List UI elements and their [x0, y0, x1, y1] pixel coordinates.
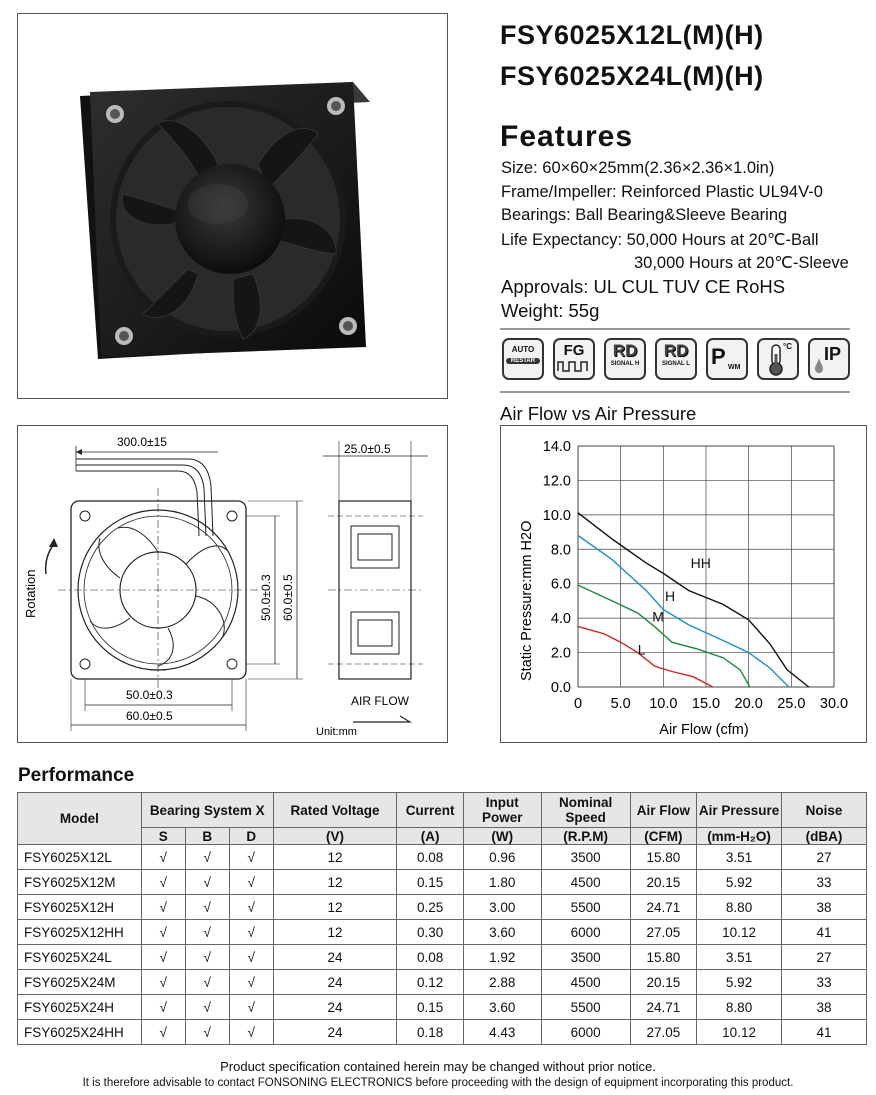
table-row	[18, 845, 867, 870]
header-noise: Noise	[782, 793, 867, 828]
hole-spacing-v-label: 50.0±0.3	[259, 574, 273, 621]
header-power-unit: (W)	[463, 828, 541, 845]
table-cell: 0.08	[397, 845, 463, 870]
table-cell: 27.05	[630, 920, 696, 945]
x-tick-label: 25.0	[777, 696, 806, 712]
table-row	[18, 970, 867, 995]
feature-frame: Frame/Impeller: Reinforced Plastic UL94V-0	[501, 183, 823, 201]
model-cell: FSY6025X12HH	[18, 920, 142, 945]
footer-advisory: It is therefore advisable to contact FONSONING ELECTRONICS before proceeding with the design of equipment incorporating this product.	[82, 1077, 794, 1089]
table-cell: 3.60	[463, 920, 541, 945]
performance-table	[17, 792, 867, 1045]
model-cell: FSY6025X12L	[18, 845, 142, 870]
table-cell: 3.00	[463, 895, 541, 920]
table-cell: √	[185, 1020, 229, 1045]
table-cell: √	[185, 945, 229, 970]
table-row	[18, 995, 867, 1020]
table-cell: 0.12	[397, 970, 463, 995]
header-flow: Air Flow	[630, 793, 696, 828]
y-tick-label: 12.0	[542, 473, 571, 490]
table-cell: √	[141, 945, 185, 970]
table-cell: √	[141, 995, 185, 1020]
x-tick-label: 30.0	[819, 696, 849, 712]
series-label-hh: HH	[690, 555, 711, 572]
rd-signal-l-icon: RD SIGNAL L	[655, 338, 697, 380]
table-cell: 24.71	[630, 995, 696, 1020]
table-row	[18, 920, 867, 945]
table-cell: 1.92	[463, 945, 541, 970]
model-cell: FSY6025X12H	[18, 895, 142, 920]
table-cell: 2.88	[463, 970, 541, 995]
table-cell: 4500	[541, 970, 630, 995]
header-flow-unit: (CFM)	[630, 828, 696, 845]
chart-x-axis-label: Air Flow (cfm)	[659, 722, 749, 738]
table-cell: 5500	[541, 995, 630, 1020]
chart-frame	[500, 425, 867, 743]
series-line-hh	[578, 513, 809, 687]
ip-rating-icon: IP	[808, 338, 850, 380]
size-h-label: 60.0±0.5	[126, 709, 173, 723]
header-noise-unit: (dBA)	[782, 828, 867, 845]
header-pressure-unit: (mm-H₂O)	[697, 828, 782, 845]
table-cell: 0.30	[397, 920, 463, 945]
hole-spacing-h-label: 50.0±0.3	[126, 688, 173, 702]
table-cell: √	[229, 845, 273, 870]
table-cell: 12	[273, 870, 397, 895]
table-cell: 8.80	[697, 995, 782, 1020]
table-cell: 4.43	[463, 1020, 541, 1045]
chart-title: Air Flow vs Air Pressure	[500, 403, 697, 424]
table-cell: 27	[782, 945, 867, 970]
table-cell: 24	[273, 995, 397, 1020]
y-tick-label: 4.0	[550, 611, 571, 628]
lead-length-label: 300.0±15	[117, 435, 167, 449]
table-cell: 33	[782, 870, 867, 895]
table-cell: √	[141, 895, 185, 920]
table-cell: √	[229, 1020, 273, 1045]
features-divider	[500, 328, 850, 330]
table-cell: 0.08	[397, 945, 463, 970]
header-bearing: Bearing System X	[141, 793, 273, 828]
series-label-l: L	[637, 641, 646, 658]
table-cell: 0.15	[397, 995, 463, 1020]
table-cell: √	[185, 920, 229, 945]
table-cell: 5.92	[697, 970, 782, 995]
table-cell: 33	[782, 970, 867, 995]
table-cell: √	[185, 970, 229, 995]
table-cell: 24	[273, 945, 397, 970]
header-model: Model	[18, 793, 142, 845]
model-cell: FSY6025X24M	[18, 970, 142, 995]
table-cell: 41	[782, 1020, 867, 1045]
header-current-unit: (A)	[397, 828, 463, 845]
header-speed-unit: (R.P.M)	[541, 828, 630, 845]
x-tick-label: 10.0	[649, 696, 678, 712]
table-cell: 8.80	[697, 895, 782, 920]
model-title-12v: FSY6025X12L(M)(H)	[500, 20, 764, 50]
table-cell: √	[141, 870, 185, 895]
dimension-drawing	[18, 426, 447, 742]
table-cell: 0.25	[397, 895, 463, 920]
fg-signal-icon: FG	[553, 338, 595, 380]
table-cell: 0.15	[397, 870, 463, 895]
table-cell: √	[185, 895, 229, 920]
table-row	[18, 1020, 867, 1045]
table-cell: √	[141, 845, 185, 870]
table-cell: 24.71	[630, 895, 696, 920]
table-cell: 0.96	[463, 845, 541, 870]
table-cell: √	[141, 1020, 185, 1045]
feature-bearings: Bearings: Ball Bearing&Sleeve Bearing	[501, 206, 788, 224]
header-s: S	[141, 828, 185, 845]
thickness-label: 25.0±0.5	[344, 442, 391, 456]
table-cell: √	[229, 895, 273, 920]
model-title-24v: FSY6025X24L(M)(H)	[500, 61, 764, 91]
table-cell: 15.80	[630, 945, 696, 970]
y-tick-label: 14.0	[542, 439, 571, 455]
product-photo-frame	[17, 13, 448, 399]
footer-notice: Product specification contained herein may be changed without prior notice.	[220, 1059, 656, 1074]
table-cell: √	[229, 920, 273, 945]
table-cell: 5.92	[697, 870, 782, 895]
table-cell: √	[185, 870, 229, 895]
model-cell: FSY6025X24H	[18, 995, 142, 1020]
table-cell: √	[229, 870, 273, 895]
header-d: D	[229, 828, 273, 845]
fan-photo	[18, 14, 447, 398]
table-cell: 38	[782, 995, 867, 1020]
airflow-pressure-chart	[501, 426, 866, 742]
table-cell: 24	[273, 970, 397, 995]
table-cell: 27.05	[630, 1020, 696, 1045]
x-tick-label: 5.0	[610, 696, 631, 712]
header-voltage-unit: (V)	[273, 828, 397, 845]
performance-heading: Performance	[18, 765, 135, 786]
table-cell: 3500	[541, 945, 630, 970]
table-cell: 3.51	[697, 945, 782, 970]
header-power: Input Power	[463, 793, 541, 828]
table-cell: √	[185, 995, 229, 1020]
y-tick-label: 10.0	[542, 507, 571, 524]
header-voltage: Rated Voltage	[273, 793, 397, 828]
thermometer-icon: °C	[757, 338, 799, 380]
size-v-label: 60.0±0.5	[281, 574, 295, 621]
table-cell: √	[229, 970, 273, 995]
table-cell: √	[141, 920, 185, 945]
table-cell: √	[229, 995, 273, 1020]
table-cell: 3.60	[463, 995, 541, 1020]
auto-restart-icon: AUTO RESTAR	[502, 338, 544, 380]
model-cell: FSY6025X24L	[18, 945, 142, 970]
table-cell: √	[185, 845, 229, 870]
features-heading: Features	[500, 120, 634, 153]
table-cell: √	[141, 970, 185, 995]
table-cell: 12	[273, 845, 397, 870]
feature-weight: Weight: 55g	[501, 300, 600, 321]
feature-life-sleeve: 30,000 Hours at 20℃-Sleeve	[634, 254, 849, 272]
header-pressure: Air Pressure	[697, 793, 782, 828]
feature-life-ball: Life Expectancy: 50,000 Hours at 20℃-Ball	[501, 231, 819, 249]
table-cell: 5500	[541, 895, 630, 920]
x-tick-label: 15.0	[691, 696, 721, 712]
x-tick-label: 20.0	[734, 696, 763, 712]
model-cell: FSY6025X24HH	[18, 1020, 142, 1045]
series-line-h	[578, 536, 789, 688]
rotation-label: Rotation	[23, 569, 38, 618]
table-row	[18, 870, 867, 895]
series-line-m	[578, 585, 750, 687]
dimension-drawing-frame	[17, 425, 448, 743]
table-cell: 38	[782, 895, 867, 920]
table-cell: 24	[273, 1020, 397, 1045]
airflow-label: AIR FLOW	[351, 694, 410, 708]
pwm-icon: P WM	[706, 338, 748, 380]
table-cell: 0.18	[397, 1020, 463, 1045]
table-cell: 10.12	[697, 1020, 782, 1045]
table-cell: 10.12	[697, 920, 782, 945]
table-cell: 3500	[541, 845, 630, 870]
table-cell: 20.15	[630, 970, 696, 995]
table-cell: 20.15	[630, 870, 696, 895]
y-tick-label: 2.0	[550, 645, 571, 662]
y-tick-label: 8.0	[550, 542, 571, 559]
table-cell: 3.51	[697, 845, 782, 870]
rd-signal-h-icon: RD SIGNAL H	[604, 338, 646, 380]
x-tick-label: 0	[573, 696, 583, 712]
table-cell: 6000	[541, 920, 630, 945]
table-cell: 27	[782, 845, 867, 870]
y-tick-label: 6.0	[550, 576, 571, 593]
table-cell: 6000	[541, 1020, 630, 1045]
table-cell: 15.80	[630, 845, 696, 870]
series-label-m: M	[652, 608, 664, 625]
table-cell: 4500	[541, 870, 630, 895]
table-row	[18, 945, 867, 970]
header-b: B	[185, 828, 229, 845]
chart-y-axis-label: Static Pressure:mm H2O	[519, 520, 535, 681]
series-label-h: H	[665, 587, 676, 604]
unit-label: Unit:mm	[316, 726, 357, 738]
feature-approvals: Approvals: UL CUL TUV CE RoHS	[501, 276, 786, 297]
header-speed: Nominal Speed	[541, 793, 630, 828]
header-current: Current	[397, 793, 463, 828]
table-cell: 12	[273, 920, 397, 945]
table-cell: 1.80	[463, 870, 541, 895]
table-cell: 12	[273, 895, 397, 920]
model-cell: FSY6025X12M	[18, 870, 142, 895]
y-tick-label: 0.0	[550, 680, 571, 696]
feature-size: Size: 60×60×25mm(2.36×2.36×1.0in)	[501, 159, 775, 177]
table-cell: 41	[782, 920, 867, 945]
table-cell: √	[229, 945, 273, 970]
table-row	[18, 895, 867, 920]
icons-divider	[500, 391, 850, 393]
